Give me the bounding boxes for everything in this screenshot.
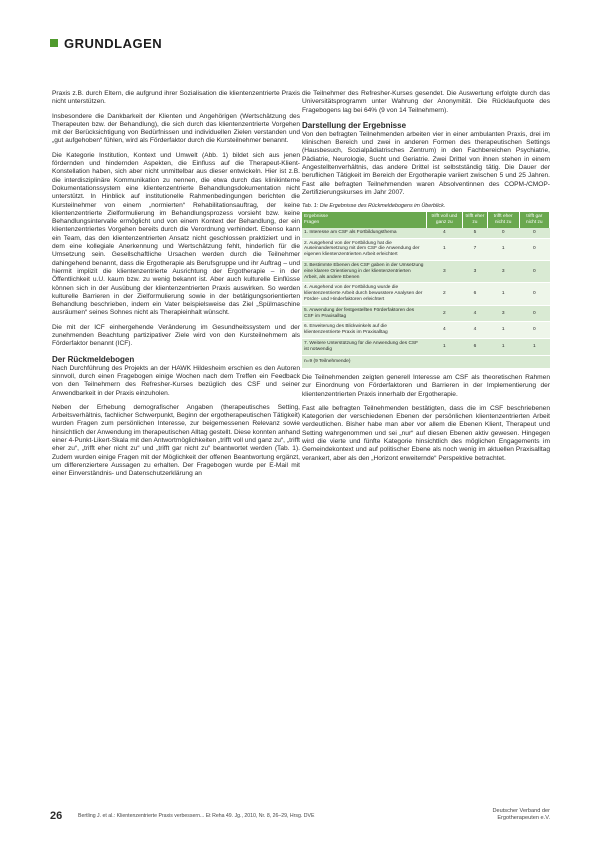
section-marker-square <box>50 39 58 47</box>
value-cell: 6 <box>463 283 488 305</box>
question-cell: 7. Weitere Unterstützung für die Anwendung des CSF ist notwendig <box>302 339 426 356</box>
paragraph: Von den befragten Teilnehmenden arbeiten vier in einer ambulanten Praxis, drei im klinischen Bereich und zwei in anderen Formen des therapeutischen Settings (Hausbesuch, Sozialpädiatrisches Zentrum) in den Fachbereichen Psychiatrie, Pädiatrie, Neurologie, Sucht und Geriatrie. Zwei Drittel von ihnen stehen in einem Angestelltenverhältnis, das andere Drittel ist selbstständig tätig. Die Dauer der beruflichen Tätigkeit im Bereich der Ergotherapie variiert zwischen 5 und 25 Jahren. Fast alle befragten Teilnehmenden waren Absolventinnen des COPM-/CMOP-Zertifizierungskurses im Jahr 2007. <box>302 130 550 196</box>
table-row <box>302 238 550 260</box>
table-row <box>302 305 550 322</box>
value-cell: 1 <box>487 339 519 356</box>
question-cell: 5. Anwendung der festgestellten Förderfaktoren des CSF im Praxisalltag <box>302 305 426 322</box>
table-row <box>302 261 550 283</box>
value-cell: 2 <box>426 283 463 305</box>
value-cell: 1 <box>519 339 549 356</box>
value-cell: 6 <box>463 339 488 356</box>
header-label-questions: Fragen <box>304 220 320 226</box>
value-cell: 4 <box>463 322 488 339</box>
paragraph: Praxis z.B. durch Eltern, die aufgrund ihrer Sozialisation die klientenzentrierte Praxis nicht unterstützen. <box>52 90 300 106</box>
question-cell: 4. Ausgehend von der Fortbildung wurde die klientenzentrierte Arbeit durch bewusstere Analysen der Förder- und Hinderfaktoren erleichtert <box>302 283 426 305</box>
value-cell: 2 <box>426 305 463 322</box>
table-row <box>302 339 550 356</box>
value-cell: 3 <box>487 305 519 322</box>
organization-line: Ergotherapeuten e.V. <box>497 815 550 821</box>
header-label-results: Ergebnisse <box>304 214 328 220</box>
value-cell: 1 <box>487 283 519 305</box>
value-cell: 0 <box>519 305 549 322</box>
paragraph: Nach Durchführung des Projekts an der HAWK Hildesheim erschien es den Autoren sinnvoll, durch einen Fragebogen einige Wochen nach dem Treffen ein Feedback von den Teilnehmern des Refresher-Kurses bezüglich des CSF und seiner Anwendbarkeit in der Praxis einzuholen. <box>52 364 300 397</box>
left-column <box>52 90 300 484</box>
value-cell: 0 <box>519 261 549 283</box>
question-cell: 6. Erweiterung des Blickwinkels auf die klientenzentrierte Praxis im Praxisalltag <box>302 322 426 339</box>
table-header-row <box>302 212 550 228</box>
value-cell: 1 <box>426 238 463 260</box>
table-row <box>302 322 550 339</box>
value-cell: 4 <box>426 228 463 238</box>
value-cell: 5 <box>463 228 488 238</box>
paragraph: Die Teilnehmenden zeigten generell Interesse am CSF als theoretischen Rahmen zur Einordnung von Förderfaktoren und Barrieren in der Implementierung der klientenzentrierten Praxis innerhalb der Ergotherapie. <box>302 373 550 398</box>
table-footnote: n=9 (9 Teilnehmende) <box>302 356 550 368</box>
value-cell: 1 <box>487 238 519 260</box>
citation: Bertling J. et al.: Klientenzentrierte Praxis verbessern... Et Reha 49. Jg., 2010, Nr. 8, 26–29, Hrsg. DVE <box>78 813 315 819</box>
value-cell: 4 <box>426 322 463 339</box>
table-header-questions <box>302 212 426 228</box>
value-cell: 1 <box>487 322 519 339</box>
section-heading-rueckmeldebogen: Der Rückmeldebogen <box>52 354 135 364</box>
right-column <box>302 90 550 469</box>
value-cell: 0 <box>519 322 549 339</box>
organization-line: Deutscher Verband der <box>492 808 550 814</box>
table-header-col1: trifft voll und ganz zu <box>426 212 463 228</box>
value-cell: 7 <box>463 238 488 260</box>
paragraph: Neben der Erhebung demografischer Angaben (therapeutisches Setting, Arbeitsverhältnis, fachlicher Schwerpunkt, Beginn der ergotherapeutischen Tätigkeit) wurden Fragen zum persönlichen Interesse, zur beigemessenen Relevanz sowie hinsichtlich der Anwendung im therapeutischen Alltag gestellt. Diese konnten anhand einer 4-Punkt-Likert-Skala mit den Antwortmöglichkeiten „trifft voll und ganz zu“, „trifft eher zu“, „trifft eher nicht zu“ und „trifft gar nicht zu“ beantwortet werden (Tab. 1). Zudem wurden einige Fragen mit der Möglichkeit der offenen Beantwortung ergänzt, um differenziertere Aussagen zu erhalten. Der Fragebogen wurde per E-Mail mit einer Einverständnis- und Datenschutzerklärung an <box>52 403 300 478</box>
question-cell: 2. Ausgehend von der Fortbildung hat die Auseinandersetzung mit dem CSF die Anwendung der eigenen klientenzentrierten Arbeit erleichtert <box>302 238 426 260</box>
organization-name <box>492 808 550 822</box>
section-heading-ergebnisse: Darstellung der Ergebnisse <box>302 120 407 130</box>
value-cell: 0 <box>519 238 549 260</box>
page-footer <box>50 808 550 832</box>
section-header <box>50 35 162 51</box>
page-number: 26 <box>50 810 63 822</box>
value-cell: 3 <box>487 261 519 283</box>
value-cell: 0 <box>519 228 549 238</box>
results-table <box>302 212 550 355</box>
paragraph: Die mit der ICF einhergehende Veränderung im Gesundheitssystem und der zunehmenden Beachtung partizipativer Ziele wird von den Kursteilnehmern als Förderfaktor benannt (ICF). <box>52 323 300 348</box>
value-cell: 1 <box>426 339 463 356</box>
table-row <box>302 228 550 238</box>
table-row <box>302 283 550 305</box>
question-cell: 3. Bestimmte Ebenen des CSF gaben in der Umsetzung eine klarere Orientierung in der klientenzentrierten Arbeit, als andere Ebenen <box>302 261 426 283</box>
paragraph: Fast alle befragten Teilnehmenden bestätigten, dass die im CSF beschriebenen Kategorien der verschiedenen Ebenen der persönlichen klientenzentrierten Arbeit verdeutlichen. Bisher habe man aber vor allem die Ebenen Klient, Therapeut und Setting wahrgenommen und sei „nur“ auf diesen Ebenen aktiv gewesen. Hingegen wird die vierte und fünfte Kategorie hinsichtlich des möglichen Engagements im Gemeindekontext und auf politischer Ebene als noch wenig im aktuellen Praxisalltag verankert, aber als den „Horizont erweiternde“ Perspektive betrachtet. <box>302 404 550 462</box>
value-cell: 4 <box>463 305 488 322</box>
value-cell: 0 <box>519 283 549 305</box>
table-header-col4: trifft gar nicht zu <box>519 212 549 228</box>
paragraph: die Teilnehmer des Refresher-Kurses gesendet. Die Auswertung erfolgte durch das Universitätsprogramm unter Wahrung der Anonymität. Die Rücklaufquote des Fragebogens lag bei 64% (9 von 14 Teilnehmern). <box>302 90 550 114</box>
question-cell: 1. Interesse am CSF als Fortbildungsthema <box>302 228 426 238</box>
value-cell: 3 <box>426 261 463 283</box>
table-header-col2: trifft eher zu <box>463 212 488 228</box>
paragraph: Die Kategorie Institution, Kontext und Umwelt (Abb. 1) bildet sich aus jenen fördernden und hindernden Aspekten, die Einfluss auf die Therapeut-Klient-Konstellation haben, sich aber nicht unmittelbar aus dieser entwickeln. Hier ist z.B. die interdisziplinäre Kommunikation zu nennen, die etwa durch das klinikinterne Dokumentationssystem eine klientenzentrierte Behandlungsdokumentation nicht unterstützt. In Hinblick auf institutionelle Rahmenbedingungen berichten die Kursteilnehmer von einem „normierten“ Rehabilitationsauftrag, der keine klientenzentrierte Zielformulierung im Behandlungsprozess vorsieht bzw. keine Behandlungsintervalle ermöglicht und von einem Kontext der Behandlung, der ein klientenzentriertes Vorgehen bereits durch die Verordnung verhindert. Ebenso kann ein Team, das den klientenzentrierten Ansatz nicht geschlossen praktiziert und in dem eine kollegiale Anerkennung und Wertschätzung fehlt, hinderlich für die Umsetzung sein. Gesellschaftliche Ursachen werden durch die Teilnehmer dahingehend benannt, dass die Ergotherapie als Berufsgruppe und ihr Auftrag – und hiermit implizit die klientenzentrierte Ausrichtung der Ergotherapie – in der Öffentlichkeit u.U. kaum bzw. zu wenig bekannt ist. Aber auch kulturelle Einflüsse können sich in der Ausübung der klientenzentrierten Praxis auswirken. So werden kulturelle Barrieren in der Zielformulierung sowie in der betätigungsorientierten Behandlung beschrieben, indem ein Vater beispielsweise das Ziel „Spülmaschine ausräumen“ seines Sohnes nicht als Therapieinhalt wünscht. <box>52 151 300 317</box>
table-caption: Tab. 1: Die Ergebnisse des Rückmeldebogens im Überblick. <box>302 203 446 210</box>
section-title: GRUNDLAGEN <box>64 35 163 51</box>
paragraph: Insbesondere die Dankbarkeit der Klienten und Angehörigen (Wertschätzung des Therapeuten bzw. der Behandlung), die sich durch das klientenzentrierte Vorgehen mit der Berücksichtigung von Bedürfnissen und individuellen Zielen verstanden und „gut aufgehoben“ fühlen, wird als Förderfaktor durch die Kursteilnehmer benannt. <box>52 112 300 145</box>
value-cell: 3 <box>463 261 488 283</box>
value-cell: 0 <box>487 228 519 238</box>
table-header-col3: trifft eher nicht zu <box>487 212 519 228</box>
